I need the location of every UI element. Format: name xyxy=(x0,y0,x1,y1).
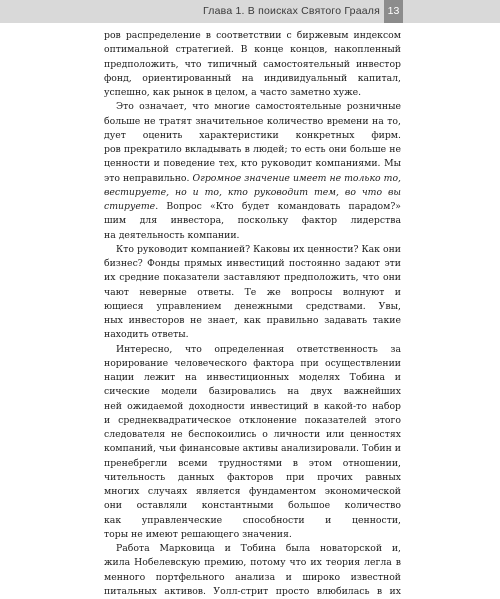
text-line: ющиеся управлением денежными средствами. Увы, xyxy=(104,300,401,312)
text-line: Интересно, что определенная ответственность за xyxy=(116,343,401,355)
italic-text: Огромное значение имеет не только то, xyxy=(192,172,401,184)
text-line: оптимальной стратегией. В конце концов, накопленный xyxy=(104,44,401,56)
text-segment: это неправильно. xyxy=(104,172,193,184)
text-line xyxy=(104,200,401,214)
text-line: шим для инвестора, поскольку фактор лидерства xyxy=(104,215,401,227)
text-line: торы не имеют решающего значения. xyxy=(104,528,292,540)
text-line: успешно, как рынок в целом, а часто заметно хуже. xyxy=(104,87,362,98)
text-line: компаний, чьи финансовые активы анализировали. Тобин и xyxy=(104,443,401,455)
text-line: предположить, что типичный самостоятельный инвестор xyxy=(104,58,401,70)
text-line: их средние показатели заставляют предположить, что они xyxy=(104,272,401,284)
chapter-title: Глава 1. В поисках Святого Грааля xyxy=(203,5,380,17)
page-number: 13 xyxy=(387,5,400,17)
body-text xyxy=(104,29,401,599)
text-line: норирование человеческого фактора при осуществлении xyxy=(104,357,401,369)
text-line: на деятельность компании. xyxy=(104,229,240,241)
text-line: дует оценить характеристики конкретных фирм. xyxy=(104,129,401,141)
text-line: ров прекратило вкладывать в людей; то есть они больше не xyxy=(104,144,401,155)
text-line: Это означает, что многие самостоятельные розничные xyxy=(116,101,401,113)
text-line: фонд, ориентированный на индивидуальный капитал, xyxy=(104,72,401,84)
text-line: следователя не беспокоились о личности или ценностях xyxy=(104,429,401,440)
text-line: больше не тратят значительное количество времени на то, xyxy=(104,115,401,127)
page-number-box xyxy=(384,0,403,23)
text-line: Работа Марковица и Тобина была новаторской и, xyxy=(116,543,401,554)
text-line: Кто руководит компанией? Каковы их ценности? Как они xyxy=(116,243,401,255)
text-line: бизнес? Фонды прямых инвестиций постоянно задают эти xyxy=(104,258,401,269)
running-header xyxy=(0,0,500,23)
text-line: питальных активов. Уолл-стрит просто влюбилась в их xyxy=(104,585,401,597)
text-line: сические модели базировались на двух важнейших xyxy=(104,386,401,398)
text-line: жила Нобелевскую премию, потому что их теория легла в xyxy=(104,557,401,569)
text-line: менного портфельного анализа и широко известной xyxy=(104,571,401,583)
text-line xyxy=(104,172,401,186)
text-line: ров распределение в соответствии с биржевым индексом xyxy=(104,30,401,41)
text-line: ных инвесторов не знает, как правильно задавать такие xyxy=(104,315,401,326)
text-line: пренебрегли всеми трудностями в этом отношении, xyxy=(104,457,401,469)
text-line: нации лежит на инвестиционных моделях Тобина и xyxy=(104,372,401,383)
italic-text: вестируете, но и то, кто руководит тем, во что вы xyxy=(104,186,401,198)
text-line: как управленческие способности и ценности, xyxy=(104,514,401,526)
text-line xyxy=(104,186,401,200)
italic-text: стируете xyxy=(104,201,156,212)
text-line: находить ответы. xyxy=(104,329,189,341)
text-line: и среднеквадратическое отклонение показателей этого xyxy=(104,414,401,426)
text-line: чительность данных факторов при прочих равных xyxy=(104,471,401,483)
text-line: ценности и поведение тех, кто руководит компаниями. Мы xyxy=(104,158,401,170)
text-segment: . Вопрос «Кто будет командовать парадом?» xyxy=(155,201,401,212)
text-line: многих случаях является фундаментом экономической xyxy=(104,486,401,497)
text-line: они оставляли константными большое количество xyxy=(104,500,401,512)
text-line: чают неверные ответы. Те же вопросы волнуют и xyxy=(104,286,401,298)
text-line: ней ожидаемой доходности инвестиций в какой-то набор xyxy=(104,400,401,412)
